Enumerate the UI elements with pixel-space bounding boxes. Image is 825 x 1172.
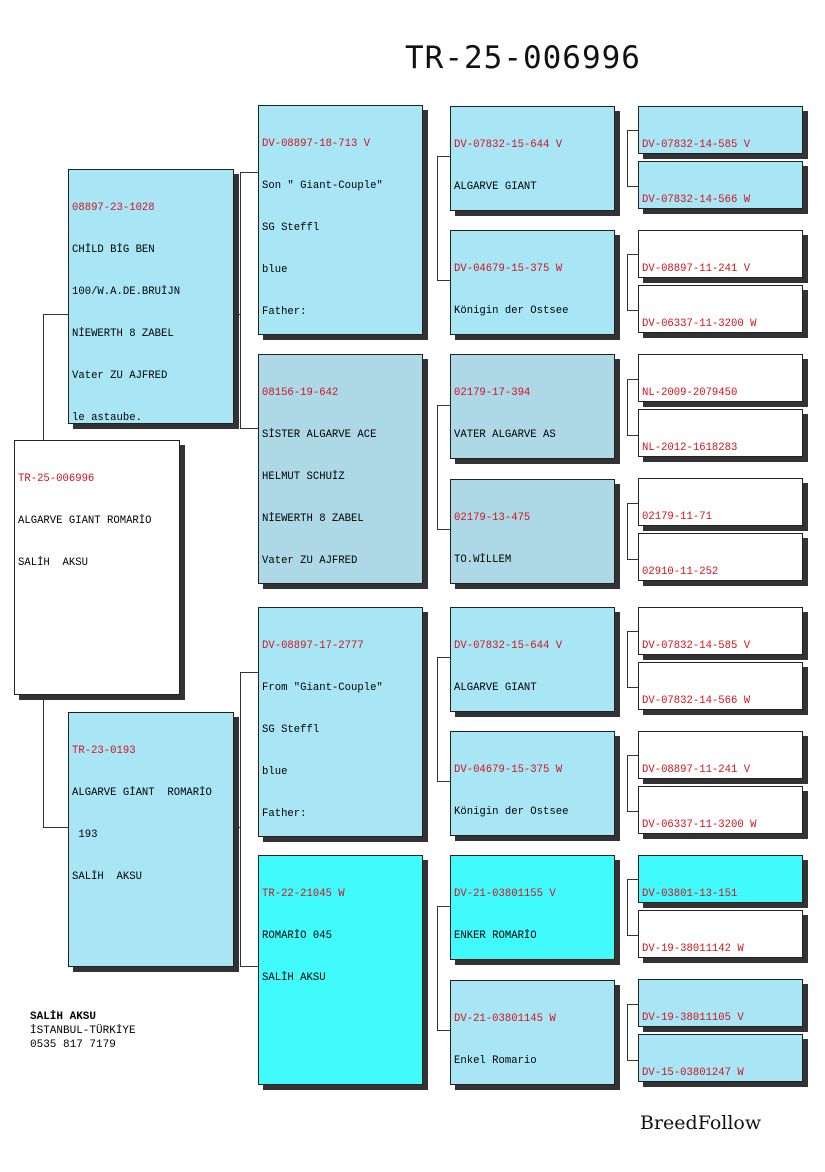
- card-line: blue: [262, 766, 288, 778]
- card-line: NİEWERTH 8 ZABEL: [262, 513, 364, 525]
- card-line: CHİLD BİG BEN: [72, 244, 155, 256]
- ancestor-card[interactable]: [638, 607, 803, 655]
- ring-number: NL-2012-1618283: [642, 442, 738, 454]
- brand-logo: BreedFollow: [640, 1112, 762, 1134]
- card-line: Vater ZU AJFRED: [262, 555, 358, 567]
- great-grandparent-card[interactable]: [450, 731, 615, 836]
- ring-number: TR-25-006996: [18, 473, 95, 485]
- ancestor-card[interactable]: [638, 230, 803, 278]
- card-line: ENKER ROMARİO: [454, 930, 537, 942]
- ring-number: DV-07832-15-644 V: [454, 640, 563, 652]
- grandparent-card[interactable]: [258, 607, 423, 837]
- ancestor-card[interactable]: [638, 1034, 803, 1082]
- ring-number: DV-19-38011105 V: [642, 1012, 744, 1024]
- ring-number: DV-07832-14-585 V: [642, 640, 751, 652]
- card-line: SALİH AKSU: [72, 871, 142, 883]
- ring-number: DV-08897-18-713 V: [262, 138, 371, 150]
- breeder-phone: 0535 817 7179: [30, 1039, 116, 1051]
- ring-number: DV-07832-14-566 W: [642, 695, 751, 707]
- ring-number: NL-2009-2079450: [642, 387, 738, 399]
- ancestor-card[interactable]: [638, 533, 803, 581]
- ring-number: DV-06337-11-3200 W: [642, 819, 757, 831]
- sire-card[interactable]: [68, 169, 234, 424]
- ring-number: DV-07832-15-644 V: [454, 139, 563, 151]
- card-line: le astaube.: [72, 412, 142, 424]
- ancestor-card[interactable]: [638, 910, 803, 958]
- ring-number: TR-23-0193: [72, 745, 136, 757]
- grandparent-card[interactable]: [258, 354, 423, 584]
- breeder-location: İSTANBUL-TÜRKİYE: [30, 1025, 136, 1037]
- ring-number: DV-19-38011142 W: [642, 943, 744, 955]
- subject-card[interactable]: [14, 440, 180, 695]
- ancestor-card[interactable]: [638, 106, 803, 154]
- great-grandparent-card[interactable]: [450, 230, 615, 335]
- card-line: ROMARİO 045: [262, 930, 332, 942]
- ancestor-card[interactable]: [638, 662, 803, 710]
- card-line: HELMUT SCHUİZ: [262, 471, 345, 483]
- ring-number: DV-21-03801145 W: [454, 1013, 556, 1025]
- card-line: Son " Giant-Couple": [262, 180, 383, 192]
- card-line: ALGARVE GIANT: [454, 682, 537, 694]
- ring-number: DV-07832-14-566 W: [642, 194, 751, 206]
- card-line: Königin der Ostsee: [454, 305, 569, 317]
- breeder-info: [30, 1010, 136, 1052]
- ring-number: TR-22-21045 W: [262, 888, 345, 900]
- grandparent-card[interactable]: [258, 105, 423, 335]
- card-line: 193: [72, 829, 98, 841]
- card-line: blue: [262, 264, 288, 276]
- ring-number: DV-08897-11-241 V: [642, 764, 751, 776]
- card-line: Father:: [262, 808, 307, 820]
- ancestor-card[interactable]: [638, 786, 803, 834]
- card-line: Königin der Ostsee: [454, 806, 569, 818]
- ring-number: DV-04679-15-375 W: [454, 764, 563, 776]
- ring-number: DV-04679-15-375 W: [454, 263, 563, 275]
- card-line: VATER ALGARVE AS: [454, 429, 556, 441]
- ring-number: DV-03801-13-151: [642, 888, 738, 900]
- breeder-name: SALİH AKSU: [30, 1011, 97, 1023]
- card-line: SG Steffl: [262, 222, 320, 234]
- card-line: Vater ZU AJFRED: [72, 370, 168, 382]
- ancestor-card[interactable]: [638, 409, 803, 457]
- ring-number: DV-06337-11-3200 W: [642, 318, 757, 330]
- card-line: SG Steffl: [262, 724, 320, 736]
- ancestor-card[interactable]: [638, 161, 803, 209]
- ancestor-card[interactable]: [638, 285, 803, 333]
- ancestor-card[interactable]: [638, 731, 803, 779]
- ancestor-card[interactable]: [638, 979, 803, 1027]
- card-line: SİSTER ALGARVE ACE: [262, 429, 377, 441]
- card-line: Father:: [262, 306, 307, 318]
- great-grandparent-card[interactable]: [450, 855, 615, 960]
- card-line: ALGARVE GIANT ROMARİO: [18, 515, 152, 527]
- ring-number: DV-15-03801247 W: [642, 1067, 744, 1079]
- great-grandparent-card[interactable]: [450, 607, 615, 712]
- great-grandparent-card[interactable]: [450, 354, 615, 459]
- card-line: SALİH AKSU: [18, 557, 88, 569]
- ancestor-card[interactable]: [638, 855, 803, 903]
- card-line: SALİH AKSU: [262, 972, 326, 984]
- card-line: NİEWERTH 8 ZABEL: [72, 328, 174, 340]
- great-grandparent-card[interactable]: [450, 106, 615, 211]
- ring-number: 08156-19-642: [262, 387, 339, 399]
- ring-number: 02179-13-475: [454, 512, 531, 524]
- ring-number: 08897-23-1028: [72, 202, 155, 214]
- ring-number: 02179-17-394: [454, 387, 531, 399]
- ring-number: DV-07832-14-585 V: [642, 139, 751, 151]
- card-line: ALGARVE GİANT ROMARİO: [72, 787, 212, 799]
- ancestor-card[interactable]: [638, 354, 803, 402]
- ring-number: 02179-11-71: [642, 511, 712, 523]
- page-title: TR-25-006996: [405, 40, 641, 76]
- ring-number: DV-08897-11-241 V: [642, 263, 751, 275]
- ring-number: DV-21-03801155 V: [454, 888, 556, 900]
- card-line: TO.WİLLEM: [454, 554, 512, 566]
- ring-number: 02910-11-252: [642, 566, 719, 578]
- great-grandparent-card[interactable]: [450, 980, 615, 1085]
- great-grandparent-card[interactable]: [450, 479, 615, 584]
- card-line: Enkel Romario: [454, 1055, 537, 1067]
- dam-card[interactable]: [68, 712, 234, 967]
- ring-number: DV-08897-17-2777: [262, 640, 364, 652]
- grandparent-card[interactable]: [258, 855, 423, 1085]
- card-line: ALGARVE GIANT: [454, 181, 537, 193]
- card-line: From "Giant-Couple": [262, 682, 383, 694]
- ancestor-card[interactable]: [638, 478, 803, 526]
- card-line: 100/W.A.DE.BRUİJN: [72, 286, 181, 298]
